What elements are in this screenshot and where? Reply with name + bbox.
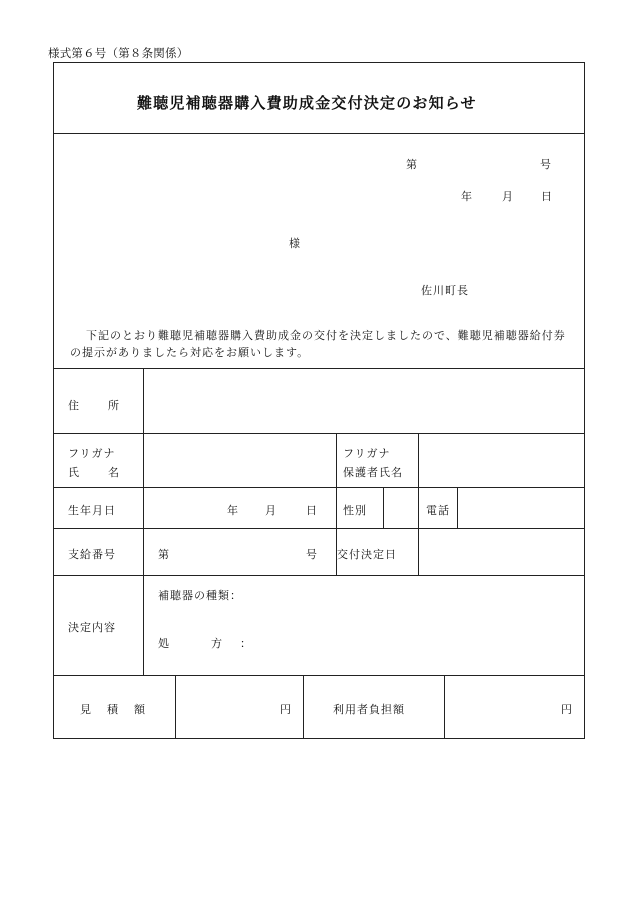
prescription-label-2: 方 xyxy=(211,637,223,650)
estimate-yen: 円 xyxy=(280,703,292,716)
supply-number-suffix: 号 xyxy=(306,548,318,561)
date-year: 年 xyxy=(461,190,473,203)
burden-divider xyxy=(444,675,445,739)
device-type-label: 補聴器の種類： xyxy=(158,589,242,602)
guardian-name-label: 保護者氏名 xyxy=(343,466,403,479)
phone-value-divider xyxy=(457,487,458,528)
issuer-name: 佐川町長 xyxy=(421,284,469,297)
notice-text: 下記のとおり難聴児補聴器購入費助成金の交付を決定しましたので、難聴児補聴器給付券の提示がありましたら対応をお願いします。 xyxy=(70,329,566,359)
birth-month: 月 xyxy=(265,504,277,517)
decision-date-divider xyxy=(418,528,419,575)
divider-header xyxy=(53,368,585,369)
date-month: 月 xyxy=(502,190,514,203)
estimate-label-2: 積 xyxy=(107,703,119,716)
date-day: 日 xyxy=(541,190,553,203)
birth-day: 日 xyxy=(306,504,318,517)
user-burden-label: 利用者負担額 xyxy=(333,703,405,716)
form-frame xyxy=(53,62,585,739)
decision-content-label: 決定内容 xyxy=(68,621,116,634)
form-reference: 様式第６号（第８条関係） xyxy=(48,46,189,60)
estimate-divider xyxy=(175,675,176,739)
sex-value-divider xyxy=(383,487,384,528)
estimate-value-divider xyxy=(303,675,304,739)
supply-number-label: 支給番号 xyxy=(68,548,116,561)
estimate-label-1: 見 xyxy=(80,703,92,716)
divider-address xyxy=(53,433,585,434)
label-column-divider xyxy=(143,368,144,675)
supply-number-prefix: 第 xyxy=(158,548,170,561)
birthdate-label: 生年月日 xyxy=(68,504,116,517)
divider-birth xyxy=(53,528,585,529)
birth-year: 年 xyxy=(227,504,239,517)
furigana-label: フリガナ xyxy=(68,447,116,460)
recipient-honorific: 様 xyxy=(289,237,301,250)
phone-label-divider xyxy=(418,487,419,528)
doc-number-prefix: 第 xyxy=(406,158,418,171)
prescription-label-1: 処 xyxy=(158,637,170,650)
address-label-2: 所 xyxy=(108,399,120,412)
address-label-1: 住 xyxy=(68,399,80,412)
sex-label: 性別 xyxy=(343,504,367,517)
divider-decision xyxy=(53,675,585,676)
phone-label: 電話 xyxy=(426,504,450,517)
decision-date-label: 交付決定日 xyxy=(337,548,397,561)
divider-title xyxy=(53,133,585,134)
estimate-label-3: 額 xyxy=(134,703,146,716)
user-burden-yen: 円 xyxy=(561,703,573,716)
divider-name xyxy=(53,487,585,488)
document-title: 難聴児補聴器購入費助成金交付決定のお知らせ xyxy=(137,94,477,112)
doc-number-suffix: 号 xyxy=(540,158,552,171)
name-label-1: 氏 xyxy=(68,466,80,479)
divider-supply xyxy=(53,575,585,576)
guardian-furigana-label: フリガナ xyxy=(343,447,391,460)
prescription-colon: ： xyxy=(240,637,252,650)
name-label-2: 名 xyxy=(108,466,120,479)
guardian-value-divider xyxy=(418,433,419,487)
